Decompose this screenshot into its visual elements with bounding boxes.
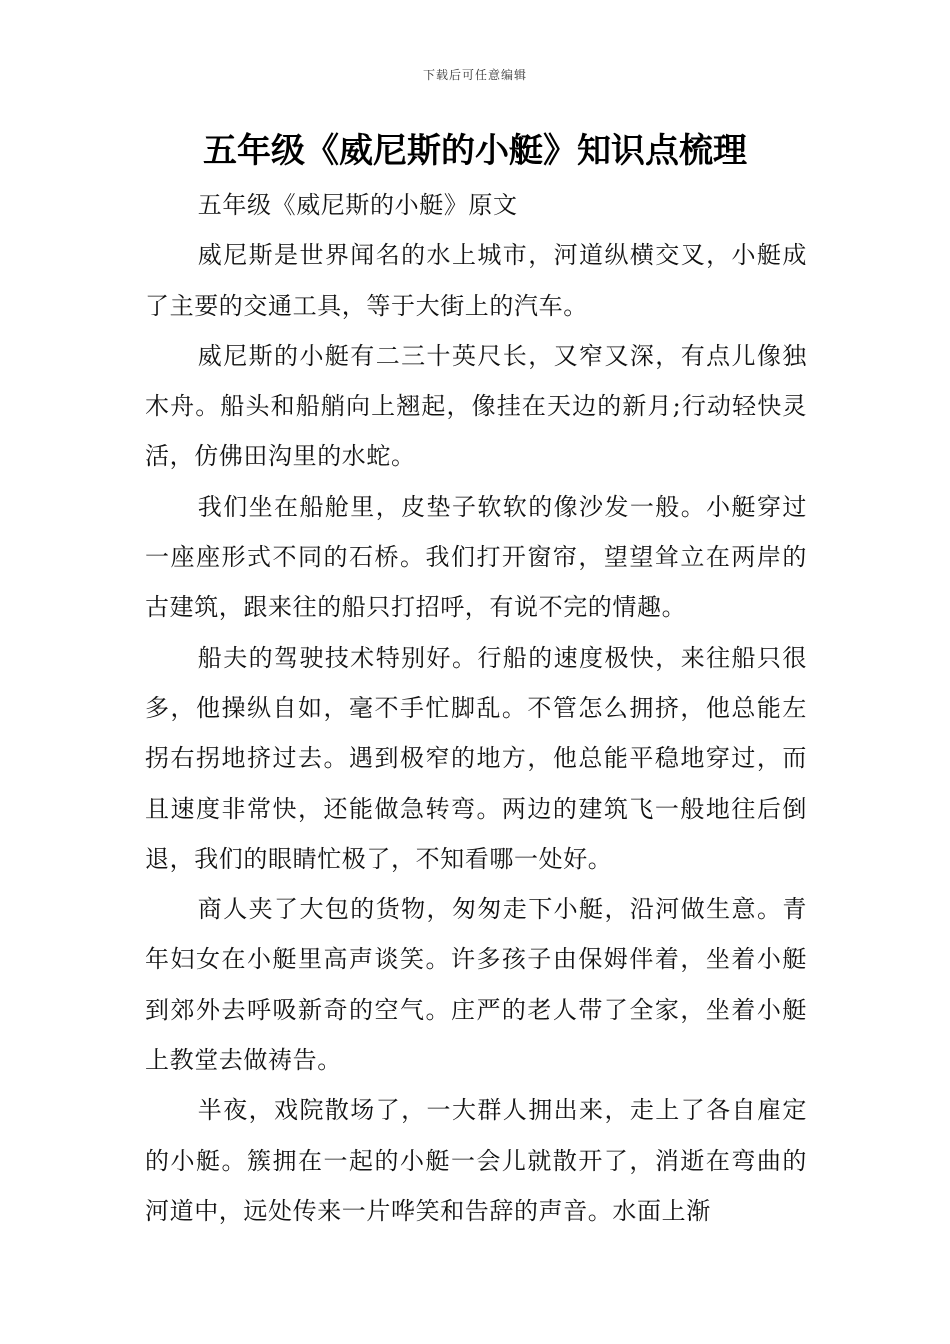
document-body (145, 180, 807, 1236)
document-title: 五年级《威尼斯的小艇》知识点梳理 (203, 131, 747, 171)
paragraph: 威尼斯是世界闻名的水上城市，河道纵横交叉，小艇成了主要的交通工具，等于大街上的汽车。 (145, 241, 807, 320)
header-note: 下载后可任意编辑 (422, 68, 527, 82)
paragraph: 我们坐在船舱里，皮垫子软软的像沙发一般。小艇穿过一座座形式不同的石桥。我们打开窗帘，望望耸立在两岸的古建筑，跟来往的船只打招呼，有说不完的情趣。 (145, 492, 807, 622)
paragraph: 半夜，戏院散场了，一大群人拥出来，走上了各自雇定的小艇。簇拥在一起的小艇一会儿就散开了，消逝在弯曲的河道中，远处传来一片哗笑和告辞的声音。水面上渐 (145, 1096, 807, 1225)
paragraph: 船夫的驾驶技术特别好。行船的速度极快，来往船只很多，他操纵自如，毫不手忙脚乱。不管怎么拥挤，他总能左拐右拐地挤过去。遇到极窄的地方，他总能平稳地穿过，而且速度非常快，还能做急转弯。两边的建筑飞一般地往后倒退，我们的眼睛忙极了，不知看哪一处好。 (145, 643, 807, 873)
paragraph: 商人夹了大包的货物，匆匆走下小艇，沿河做生意。青年妇女在小艇里高声谈笑。许多孩子由保姆伴着，坐着小艇到郊外去呼吸新奇的空气。庄严的老人带了全家，坐着小艇上教堂去做祷告。 (145, 895, 807, 1075)
paragraph: 威尼斯的小艇有二三十英尺长，又窄又深，有点儿像独木舟。船头和船艄向上翘起，像挂在天边的新月;行动轻快灵活，仿佛田沟里的水蛇。 (145, 341, 807, 471)
section-subtitle: 五年级《威尼斯的小艇》原文 (197, 191, 518, 219)
